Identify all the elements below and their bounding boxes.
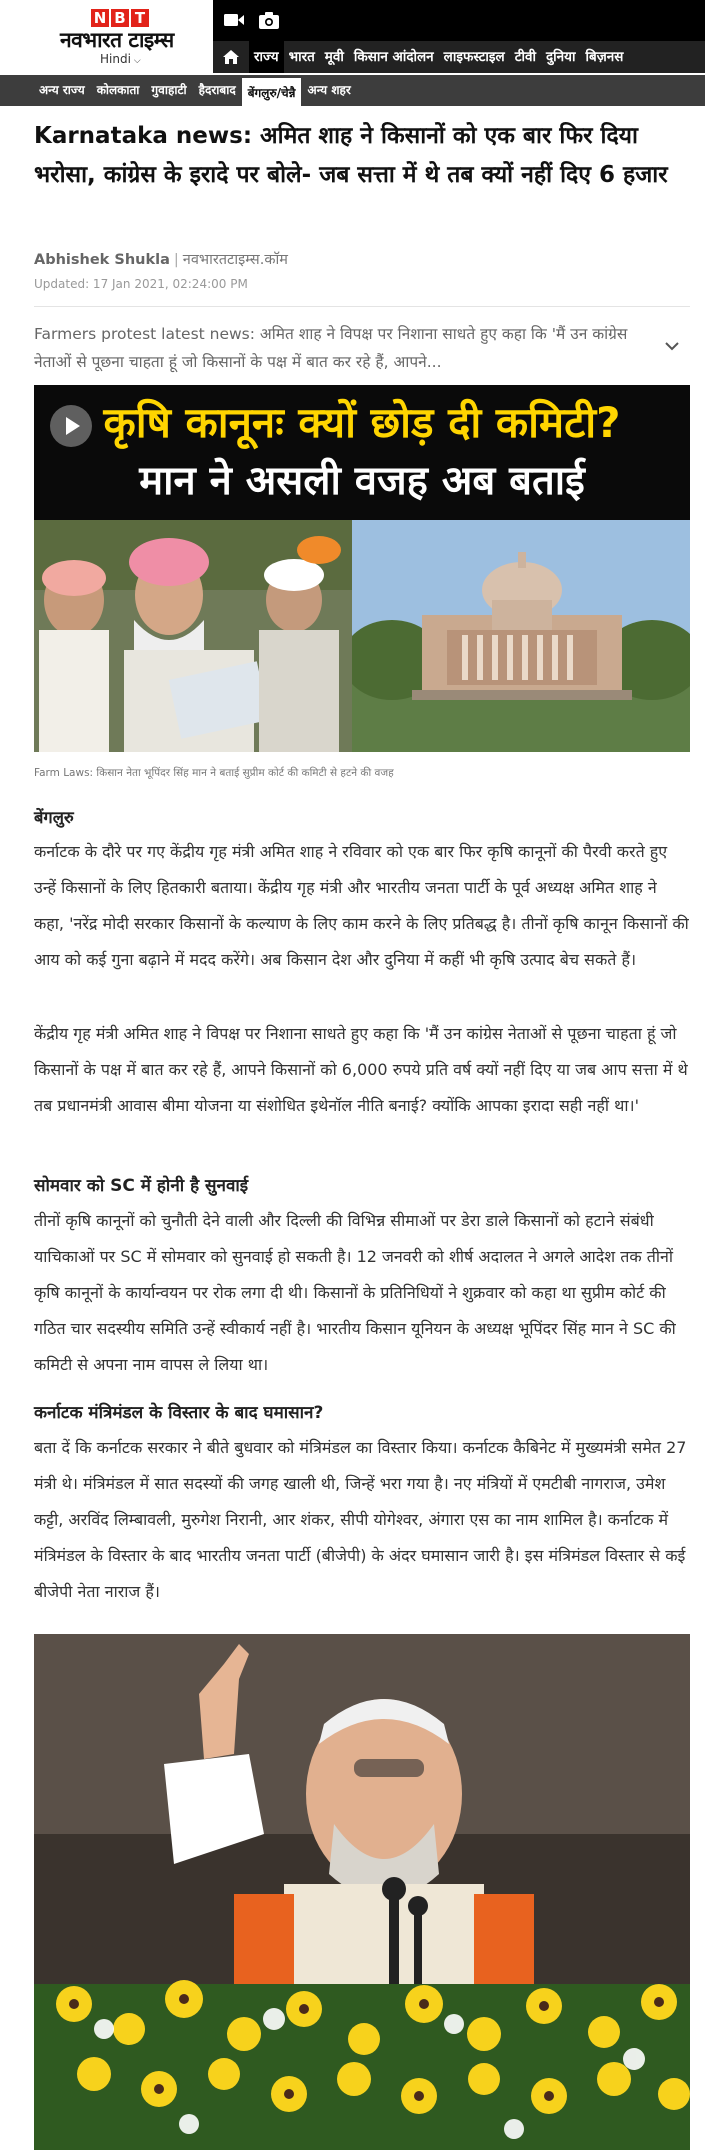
amit-shah-photo (34, 1634, 690, 2150)
subnav-item-anya-shahar[interactable]: अन्य शहर (307, 83, 351, 97)
nav-item-lifestyle[interactable]: लाइफस्टाइल (443, 49, 505, 65)
article-paragraph: तीनों कृषि कानूनों को चुनौती देने वाली और दिल्ली की विभिन्न सीमाओं पर डेरा डाले किसानों को हटाने संबंधी याचिकाओं पर SC में सोमवार को सुनवाई हो सकती है। 12 जनवरी को शीर्ष अदालत ने अगले आदेश तक तीनों कृषि कानूनों के कार्यान्वयन पर रोक लगा दी थी। किसानों के प्रतिनिधियों ने शुक्रवार को कहा था सुप्रीम कोर्ट की गठित चार सदस्यीय समिति उन्हें स्वीकार्य नहीं है। भारतीय किसान यूनियन के अध्यक्ष भूपिंदर सिंह मान ने SC की कमिटी से अपना नाम वापस ले लिया था। (34, 1211, 676, 1374)
byline-separator: | (173, 252, 179, 268)
home-icon[interactable] (213, 41, 249, 73)
nav-item-bharat[interactable]: भारत (288, 49, 315, 65)
chevron-down-icon: ⌵ (133, 56, 141, 66)
video-title: कृषि कानूनः क्यों छोड़ दी कमिटी? (103, 398, 621, 447)
video-caption: Farm Laws: किसान नेता भूपिंदर सिंह मान ने बताई सुप्रीम कोर्ट की कमिटी से हटने की वजह (34, 767, 394, 779)
nav-item-rajya[interactable]: राज्य (249, 41, 284, 73)
nav-item-business[interactable]: बिज़नस (585, 49, 624, 65)
subnav-item-hyderabad[interactable]: हैदराबाद (198, 83, 236, 97)
divider (34, 306, 690, 307)
main-nav (213, 41, 705, 73)
author-name[interactable]: Abhishek Shukla (34, 252, 170, 268)
article-summary: Farmers protest latest news: अमित शाह ने विपक्ष पर निशाना साधते हुए कहा कि 'मैं उन कांग्रेस नेताओं से पूछना चाहता हूं जो किसानों के पक्ष में बात कर रहे हैं, आपने... (34, 325, 628, 371)
nav-item-tv[interactable]: टीवी (514, 49, 537, 65)
subnav-item-guwahati[interactable]: गुवाहाटी (151, 83, 187, 97)
dateline: बेंगलुरु (34, 808, 74, 827)
play-icon[interactable] (50, 405, 92, 447)
site-header (0, 0, 705, 73)
subnav-item-bengaluru-chennai[interactable]: बेंगलुरु/चेन्नै (242, 75, 302, 106)
section-heading: सोमवार को SC में होनी है सुनवाई (34, 1176, 249, 1196)
subnav-item-anya-rajya[interactable]: अन्य राज्य (39, 83, 85, 97)
section-heading: कर्नाटक मंत्रिमंडल के विस्तार के बाद घमासान? (34, 1403, 324, 1423)
site-logo[interactable] (0, 0, 213, 73)
hero-video[interactable] (34, 385, 690, 752)
chevron-down-icon[interactable] (662, 336, 682, 356)
camera-icon[interactable] (258, 10, 280, 30)
nav-item-kisan-andolan[interactable]: किसान आंदोलन (353, 49, 434, 65)
logo-name: नवभारत टाइम्स (60, 28, 174, 52)
nav-item-duniya[interactable]: दुनिया (546, 49, 576, 65)
updated-timestamp: Updated: 17 Jan 2021, 02:24:00 PM (34, 277, 248, 291)
video-icon[interactable] (223, 10, 245, 30)
byline (34, 249, 288, 269)
farmer-leader-photo (34, 520, 352, 752)
top-utility-bar (213, 0, 705, 41)
article-paragraph: केंद्रीय गृह मंत्री अमित शाह ने विपक्ष पर निशाना साधते हुए कहा कि 'मैं उन कांग्रेस नेताओं से पूछना चाहता हूं जो किसानों के पक्ष में बात कर रहे हैं, आपने किसानों को 6,000 रुपये प्रति वर्ष क्यों नहीं दिए या जब आप सत्ता में थे तब प्रधानमंत्री आवास बीमा योजना या संशोधित इथेनॉल नीति बनाई? क्योंकि आपका इरादा सही नहीं था।' (34, 1024, 688, 1115)
video-subtitle: मान ने असली वजह अब बताई (139, 458, 585, 504)
edition-selector[interactable]: Hindi ⌵ (100, 52, 141, 66)
sub-nav (0, 75, 705, 106)
article-source: नवभारतटाइम्स.कॉम (182, 252, 288, 268)
article-headline: Karnataka news: अमित शाह ने किसानों को एक बार फिर दिया भरोसा, कांग्रेस के इरादे पर बोले- जब सत्ता में थे तब क्यों नहीं दिए 6 हजार (34, 123, 668, 188)
nav-item-movie[interactable]: मूवी (324, 49, 344, 65)
article-paragraph: कर्नाटक के दौरे पर गए केंद्रीय गृह मंत्री अमित शाह ने रविवार को एक बार फिर कृषि कानूनों की पैरवी करते हुए उन्हें किसानों के लिए हितकारी बताया। केंद्रीय गृह मंत्री और भारतीय जनता पार्टी के पूर्व अध्यक्ष अमित शाह ने कहा, 'नरेंद्र मोदी सरकार किसानों के कल्याण के लिए काम करने के लिए प्रतिबद्ध है। तीनों कृषि कानून किसानों की आय को कई गुना बढ़ाने में मदद करेंगे। अब किसान देश और दुनिया में कहीं भी कृषि उत्पाद बेच सकते हैं। (34, 842, 689, 969)
supreme-court-photo (352, 520, 690, 752)
subnav-item-kolkata[interactable]: कोलकाता (96, 83, 140, 97)
article-paragraph: बता दें कि कर्नाटक सरकार ने बीते बुधवार को मंत्रिमंडल का विस्तार किया। कर्नाटक कैबिनेट में मुख्यमंत्री समेत 27 मंत्री थे। मंत्रिमंडल में सात सदस्यों की जगह खाली थी, जिन्हें भरा गया है। नए मंत्रियों में एमटीबी नागराज, उमेश कट्टी, अरविंद लिम्बावली, मुरुगेश निरानी, आर शंकर, सीपी योगेश्वर, अंगारा एस का नाम शामिल है। कर्नाटक में मंत्रिमंडल के विस्तार के बाद भारतीय जनता पार्टी (बीजेपी) के अंदर घमासान जारी है। इस मंत्रिमंडल विस्तार से कई बीजेपी नेता नाराज हैं। (34, 1438, 687, 1601)
nbt-logo-mark: N B T (91, 9, 149, 27)
